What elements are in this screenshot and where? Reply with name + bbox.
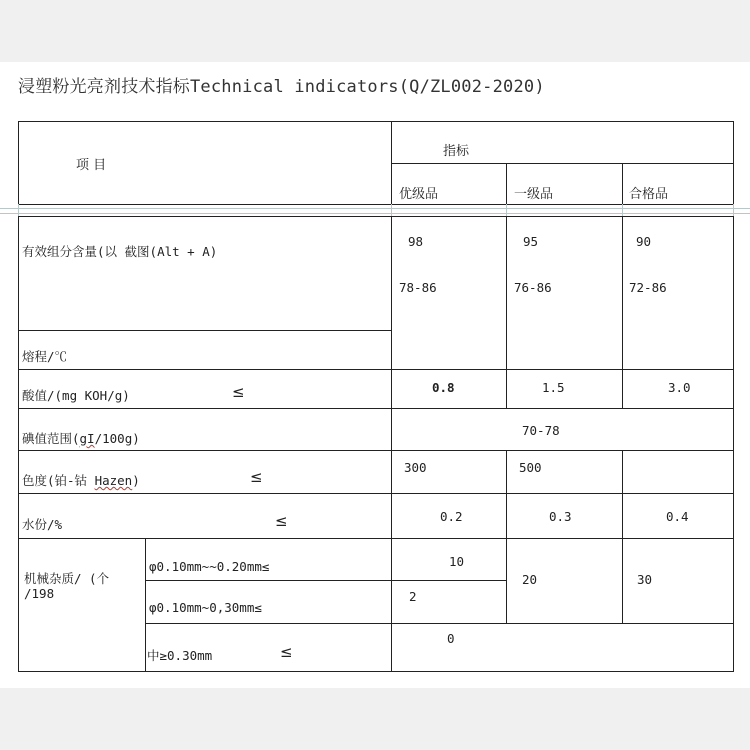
header-divider-3 — [622, 163, 623, 205]
active-content-premium: 98 — [408, 234, 424, 249]
water-lte-symbol: ≤ — [275, 512, 288, 530]
col-border-a2 — [506, 369, 507, 408]
col-border-a1 — [506, 216, 507, 369]
iodine-label-prefix: 碘值范围( — [22, 431, 80, 446]
active-content-qualified: 90 — [636, 234, 652, 249]
acid-first: 1.5 — [542, 380, 565, 395]
melting-premium: 78-86 — [399, 280, 437, 295]
water-premium: 0.2 — [440, 509, 463, 524]
col-border-b1 — [622, 216, 623, 369]
col-border-left — [18, 216, 19, 672]
impurity-sub1-label: φ0.10mm~~0.20mm≤ — [149, 559, 270, 574]
col-border-impurity-sub — [145, 538, 146, 671]
water-qualified: 0.4 — [666, 509, 689, 524]
impurity-sub2-label: φ0.10mm~0,30mm≤ — [149, 600, 262, 615]
impurity-sub1-value: 10 — [449, 554, 465, 569]
row-border-melting — [18, 369, 734, 370]
header-divider-1 — [391, 121, 392, 205]
header-mid-border — [391, 163, 734, 164]
acid-lte-symbol: ≤ — [232, 383, 245, 401]
impurity-sub3-value: 0 — [447, 631, 455, 646]
impurity-qualified: 30 — [637, 572, 653, 587]
color-first: 500 — [519, 460, 542, 475]
header-grade-first: 一级品 — [514, 187, 554, 202]
header-right-border — [733, 121, 734, 205]
row-border-water — [18, 538, 734, 539]
row-border-color — [18, 493, 734, 494]
col-border-b2 — [622, 369, 623, 408]
row-border-impurity-1 — [145, 580, 507, 581]
gap-line-2 — [0, 213, 750, 214]
melting-qualified: 72-86 — [629, 280, 667, 295]
header-top-border — [18, 121, 734, 122]
col-border-right — [733, 216, 734, 672]
col-border-a3 — [506, 450, 507, 623]
impurity-sub3-lte-symbol: ≤ — [280, 643, 293, 661]
row-border-top — [18, 216, 734, 217]
acid-premium: 0.8 — [432, 380, 455, 395]
document-page — [0, 62, 750, 688]
color-label-unit: Hazen — [94, 473, 133, 488]
header-left-border — [18, 121, 19, 205]
color-label-suffix: ) — [132, 473, 140, 488]
header-divider-2 — [506, 163, 507, 205]
color-label-prefix: 色度(铂-钴 — [22, 473, 95, 488]
header-indicator-label: 指标 — [443, 144, 470, 159]
gap-line-1 — [0, 208, 750, 209]
active-content-label: 有效组分含量(以 截图(Alt + A) — [22, 244, 218, 259]
water-label: 水份/% — [22, 517, 63, 532]
iodine-value: 70-78 — [522, 423, 560, 438]
impurity-label-line2: /198 — [24, 586, 55, 601]
col-border-b3 — [622, 450, 623, 623]
melting-label: 熔程/℃ — [22, 349, 68, 364]
melting-first: 76-86 — [514, 280, 552, 295]
col-border-label — [391, 216, 392, 672]
color-premium: 300 — [404, 460, 427, 475]
row-border-impurity-2 — [145, 623, 734, 624]
header-grade-premium: 优级品 — [399, 187, 439, 202]
acid-label: 酸值/(mg KOH/g) — [22, 388, 130, 403]
acid-qualified: 3.0 — [668, 380, 691, 395]
row-border-iodine — [18, 450, 734, 451]
color-label — [22, 471, 140, 489]
impurity-sub2-value: 2 — [409, 589, 417, 604]
row-border-content — [18, 330, 392, 331]
iodine-label-suffix: /100g) — [94, 431, 140, 446]
water-first: 0.3 — [549, 509, 572, 524]
iodine-label — [22, 429, 140, 447]
header-bottom-border — [18, 204, 734, 205]
row-border-bottom — [18, 671, 734, 672]
iodine-label-unit: gI — [79, 431, 95, 446]
document-title: 浸塑粉光亮剂技术指标Technical indicators(Q/ZL002-2020) — [18, 77, 545, 97]
header-item-label: 项 目 — [76, 158, 107, 173]
impurity-first: 20 — [522, 572, 538, 587]
color-lte-symbol: ≤ — [250, 468, 263, 486]
header-grade-qualified: 合格品 — [629, 187, 669, 202]
row-border-acid — [18, 408, 734, 409]
impurity-sub3-label: 中≥0.30mm — [147, 648, 213, 663]
active-content-first: 95 — [523, 234, 539, 249]
impurity-label-line1: 机械杂质/ (个 — [24, 571, 110, 586]
